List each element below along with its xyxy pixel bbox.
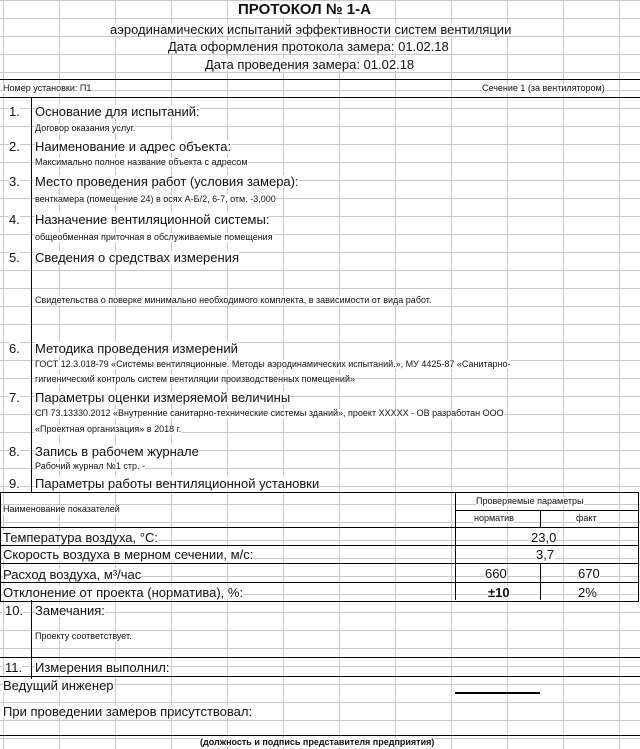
protocol-title: ПРОТОКОЛ № 1-А <box>238 1 371 18</box>
section-6-number: 6. <box>9 341 20 356</box>
row-speed-name: Скорость воздуха в мерном сечении, м/с: <box>3 547 254 562</box>
row-temperature-value: 23,0 <box>531 530 557 545</box>
row-deviation-norm: ±10 <box>488 585 510 600</box>
number-column-divider <box>31 98 32 492</box>
engineer-label: Ведущий инженер <box>3 678 114 693</box>
performed-bottom-border <box>0 676 640 677</box>
table-header-bottom <box>0 527 638 528</box>
present-signature-line <box>0 735 640 736</box>
engineer-signature-line <box>455 692 540 694</box>
section-5-text: Свидетельства о поверке минимально необходимого комплекта, в зависимости от вида работ. <box>35 295 432 305</box>
section-7-text-line-2: «Проектная организация» в 2018 г. <box>35 424 182 434</box>
remarks-text: Проекту соответствует. <box>35 631 132 641</box>
table-params-divider <box>455 492 456 600</box>
table-row-1-bottom <box>0 545 638 546</box>
section-2-number: 2. <box>9 139 20 154</box>
section-label: Сечение 1 (за вентилятором) <box>482 83 605 93</box>
section-4-title: Назначение вентиляционной системы: <box>35 212 270 227</box>
section-8-text: Рабочий журнал №1 стр. - <box>35 461 145 471</box>
remarks-number: 10. <box>5 603 24 618</box>
section-4-number: 4. <box>9 212 20 227</box>
section-7-title: Параметры оценки измеряемой величины <box>35 390 291 405</box>
section-3-title: Место проведения работ (условия замера): <box>35 174 299 189</box>
section-2-title: Наименование и адрес объекта: <box>35 139 232 154</box>
section-9-number: 9. <box>9 476 20 491</box>
install-row-bottom-border <box>0 97 640 98</box>
row-flow-name: Расход воздуха, м³/час <box>3 567 142 582</box>
table-name-header: Наименование показателей <box>3 504 120 514</box>
section-6-text-line-1: ГОСТ 12.3.018-79 «Системы вентиляционные. Методы аэродинамических испытаний.», МУ 4425-87 «Санитарно- <box>35 359 511 369</box>
date-registration: Дата оформления протокола замера: 01.02.18 <box>168 39 449 54</box>
performed-number: 11. <box>5 660 23 675</box>
install-row-top-border <box>0 79 640 80</box>
present-label: При проведении замеров присутствовал: <box>3 704 253 719</box>
section-4-text: общеобменная приточная в обслуживаемые помещения <box>35 232 273 242</box>
table-row-2-bottom <box>0 563 638 564</box>
present-caption: (должность и подпись представителя предприятия) <box>200 737 435 747</box>
row-temperature-name: Температура воздуха, °С: <box>3 530 158 545</box>
section-9-title: Параметры работы вентиляционной установки <box>35 476 320 491</box>
table-col-norm: норматив <box>474 513 514 523</box>
section-3-number: 3. <box>9 174 20 189</box>
install-number: Номер установки: П1 <box>3 83 92 93</box>
performed-title: Измерения выполнил: <box>35 660 170 675</box>
section-8-number: 8. <box>9 444 20 459</box>
section-5-title: Сведения о средствах измерения <box>35 250 239 265</box>
section-8-title: Запись в рабочем журнале <box>35 444 199 459</box>
row-speed-value: 3,7 <box>536 547 555 562</box>
performed-top-border <box>0 657 640 658</box>
remarks-number-divider <box>31 600 32 680</box>
section-1-title: Основание для испытаний: <box>35 104 200 119</box>
table-norm-fact-divider <box>540 510 541 527</box>
date-measurement: Дата проведения замера: 01.02.18 <box>205 57 415 72</box>
table-row-3-bottom <box>0 582 638 583</box>
section-3-text: венткамера (помещение 24) в осях А-Б/2, 6-7, отм. -3,000 <box>35 194 276 204</box>
row-flow-fact: 670 <box>578 566 600 581</box>
row-flow-norm: 660 <box>485 566 507 581</box>
remarks-title: Замечания: <box>35 603 105 618</box>
section-6-title: Методика проведения измерений <box>35 341 238 356</box>
section-7-number: 7. <box>9 390 20 405</box>
row-deviation-fact: 2% <box>578 585 597 600</box>
protocol-subtitle: аэродинамических испытаний эффективности систем вентиляции <box>110 22 512 37</box>
table-params-header: Проверяемые параметры <box>476 496 584 506</box>
table-params-subheader <box>455 510 638 511</box>
row-deviation-name: Отклонение от проекта (норматива), %: <box>3 585 244 600</box>
section-6-text-line-2: гигиенический контроль систем вентиляции производственных помещений» <box>35 374 355 384</box>
section-1-number: 1. <box>9 104 20 119</box>
section-5-number: 5. <box>9 250 20 265</box>
table-col-fact: факт <box>576 513 597 523</box>
section-1-text: Договор оказания услуг. <box>35 123 136 133</box>
section-7-text-line-1: СП 73.13330.2012 «Внутренние санитарно-технические системы зданий», проект XXXXX - ОВ разработан ООО <box>35 408 504 418</box>
section-2-text: Максимально полное название объекта с адресом <box>35 157 248 167</box>
